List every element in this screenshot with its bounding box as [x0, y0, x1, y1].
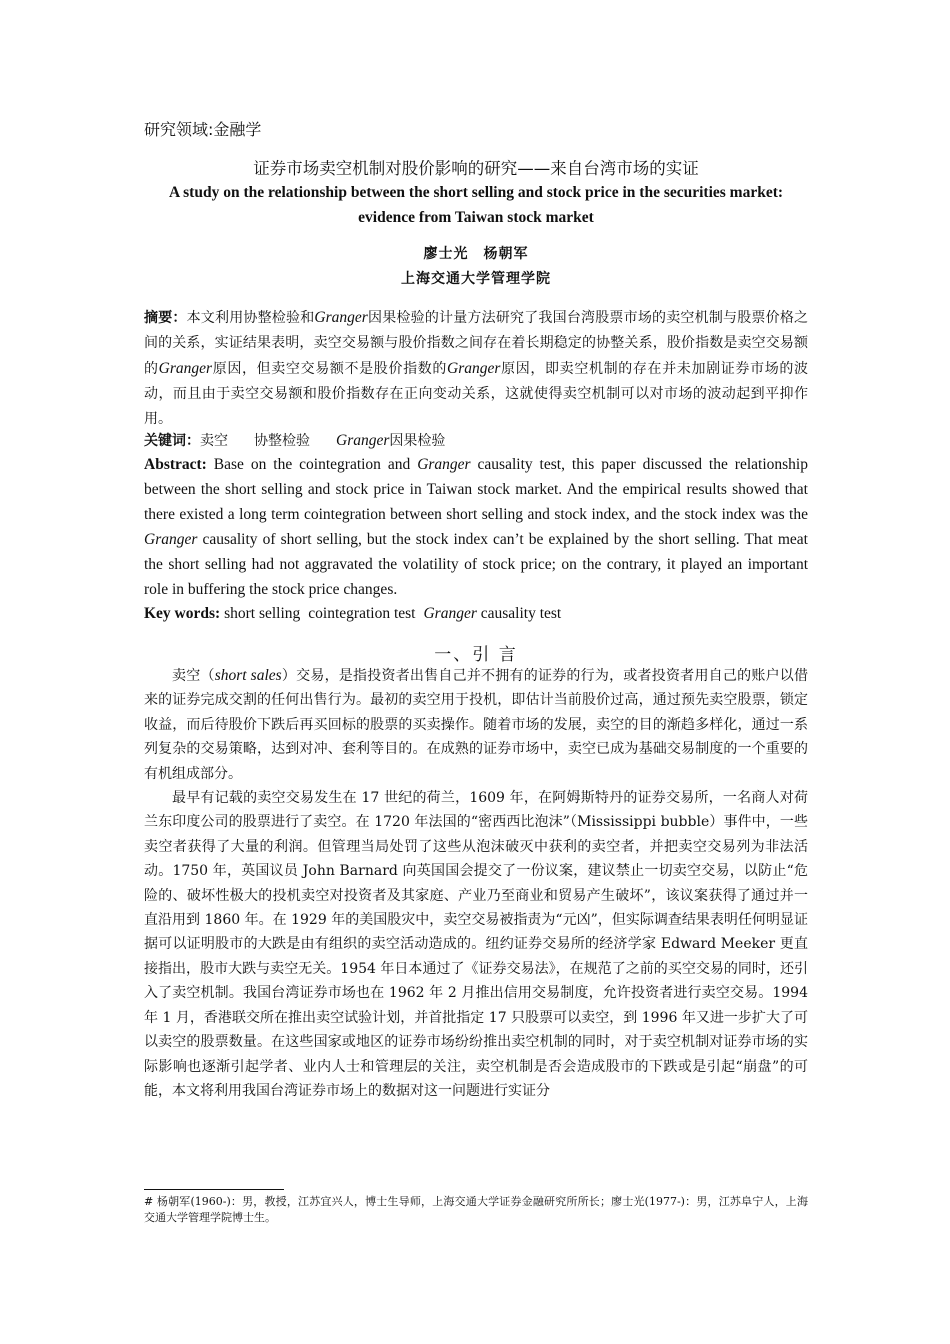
granger-term: Granger [417, 456, 471, 473]
paragraph-text: ）交易，是指投资者出售自己并不拥有的证券的行为，或者投资者用自己的账户以借来的证券完成交割的任何出售行为。最初的卖空用于投机，即估计当前股价过高，通过预先卖空股票，锁定收益，而后待股价下跌后再买回标的股票的买卖操作。随着市场的发展，卖空的目的渐趋多样化，通过一系列复杂的交易策略，达到对冲、套利等目的。在成熟的证券市场中，卖空已成为基础交易制度的一个重要的有机组成部分。 [144, 668, 809, 782]
research-field: 研究领域:金融学 [144, 120, 262, 139]
footnote: # 杨朝军(1960-)：男，教授，江苏宜兴人，博士生导师，上海交通大学证券金融研究所所长；廖士光(1977-)：男，江苏阜宁人，上海交通大学管理学院博士生。 [144, 1195, 808, 1224]
section-heading-introduction: 一、引 言 [434, 645, 518, 665]
title-chinese: 证券市场卖空机制对股价影响的研究——来自台湾市场的实证 [253, 159, 699, 178]
keyword-cn-3: 因果检验 [389, 433, 446, 449]
abstract-en-text-1: Base on the cointegration and [206, 456, 418, 473]
abstract-cn-text-4: 原因，即卖空机制的存在并未加剧证券市场的波动，而且由于卖空交易额和股价指数存在正向变动关系，这就使得卖空机制可以对市场的波动起到平抑作用。 [144, 361, 809, 427]
abstract-cn-text-1: 本文利用协整检验和 [186, 310, 315, 326]
abstract-en-text-2: causality test, this paper discussed the relationship between the short selling and stock price in Taiwan stock market. And the empirical results showed that there existed a long term cointegration between short selling and stock index, and the stock index was the [144, 456, 808, 523]
keyword-cn-1: 卖空 [200, 433, 228, 449]
short-sales-term: short sales [214, 667, 282, 684]
granger-term: Granger [158, 360, 213, 377]
authors: 廖士光 杨朝军 [423, 246, 529, 262]
paragraph: 最早有记载的卖空交易发生在 17 世纪的荷兰，1609 年，在阿姆斯特丹的证券交易所，一名商人对荷兰东印度公司的股票进行了卖空。在 1720 年法国的“密西西比泡沫”（Mississippi bubble）事件中，一些卖空者获得了大量的利润。但管理当局处罚了这些从泡沫破灭中获利的卖空者，并把卖空交易列为非法活动。1750 年，英国议员 John Barnard 向英国国会提交了一份议案，建议禁止一切卖空交易，以防止“危险的、破坏性极大的投机卖空对投资者及其家庭、产业乃至商业和贸易产生破坏”，该议案获得了通过并一直沿用到 1860 年。在 1929 年的美国股灾中，卖空交易被指责为“元凶”，但实际调查结果表明任何明显证据可以证明股市的大跌是由有组织的卖空活动造成的。纽约证券交易所的经济学家 Edward Meeker 更直接指出，股市大跌与卖空无关。1954 年日本通过了《证券交易法》，在规范了之前的买空交易的同时，还引入了卖空机制。我国台湾证券市场也在 1962 年 2 月推出信用交易制度，允许投资者进行卖空交易。1994 年 1 月，香港联交所在推出卖空试验计划，并首批指定 17 只股票可以卖空，到 1996 年又进一步扩大了可以卖空的股票数量。在这些国家或地区的证券市场纷纷推出卖空机制的同时，对于卖空机制对证券市场的实际影响也逐渐引起学者、业内人士和管理层的关注，卖空机制是否会造成股市的下跌或是引起“崩盘”的可能，本文将利用我国台湾证券市场上的数据对这一问题进行实证分 [144, 790, 808, 1099]
abstract-en-label: Abstract: [144, 456, 207, 473]
title-english: A study on the relationship between the short selling and stock price in the securities market: evidence from Taiwan stock market [168, 184, 784, 226]
paragraph [144, 664, 808, 786]
keywords-english [144, 601, 561, 626]
granger-term: Granger [447, 360, 501, 377]
keyword-en-3: causality test [476, 605, 562, 622]
affiliation: 上海交通大学管理学院 [401, 271, 551, 287]
abstract-cn-label: 摘要： [144, 310, 187, 326]
keyword-en-1: short selling [224, 605, 301, 622]
granger-term: Granger [144, 531, 198, 548]
keyword-en-3-granger: Granger [423, 605, 477, 622]
abstract-english [144, 452, 808, 602]
introduction-body [144, 664, 808, 1103]
abstract-cn-text-3: 原因，但卖空交易额不是股价指数的 [212, 361, 448, 377]
abstract-chinese [144, 305, 808, 432]
footnote-divider [144, 1189, 284, 1190]
keywords-en-label: Key words: [144, 605, 221, 622]
keyword-cn-3-en: Granger [336, 432, 390, 449]
keyword-cn-2: 协整检验 [254, 433, 310, 449]
abstract-en-text-3: causality of short selling, but the stock index can’t be explained by the short selling. That meat the short selling had not aggravated the volatility of stock price; on the contrary, it played an important role in buffering the stock price changes. [144, 531, 808, 598]
granger-term: Granger [314, 309, 368, 326]
keywords-cn-label: 关键词： [144, 433, 200, 449]
keywords-chinese [144, 428, 445, 454]
abstract-cn-text-2: 因果检验的计量方法研究了我国台湾股票市场的卖空机制与股票价格之间的关系，实证结果表明，卖空交易额与股价指数之间存在着长期稳定的协整关系，股价指数是卖空交易额的 [144, 310, 809, 377]
keyword-en-2: cointegration test [308, 605, 416, 622]
paragraph-text: 卖空（ [172, 668, 215, 684]
